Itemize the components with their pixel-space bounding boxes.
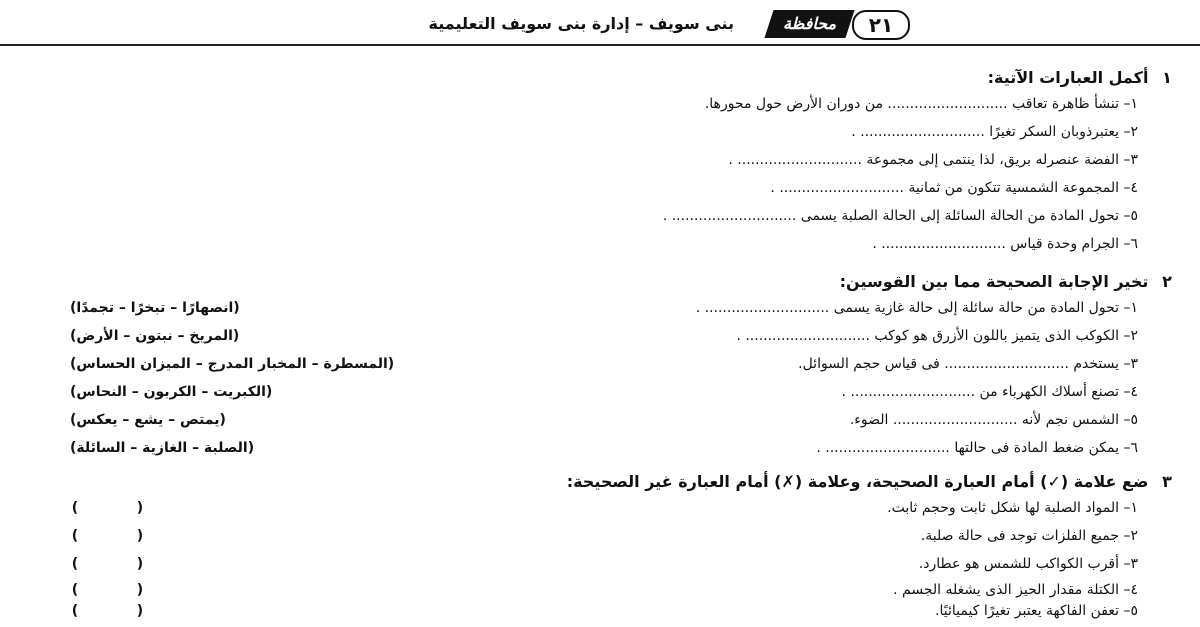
header-divider xyxy=(0,44,1200,46)
section-number: ١ xyxy=(1162,68,1172,87)
list-item: ٣– الفضة عنصرله بريق، لذا ينتمى إلى مجموعة ............................ . xyxy=(728,152,1138,168)
list-item: ٤– تصنع أسلاك الكهرباء من ............................ . (الكبريت – الكربون – النحاس) xyxy=(70,384,1138,400)
list-item: ٣– يستخدم ............................ فى قياس حجم السوائل. (المسطرة – المخبار المدرج – الميزان الحساس) xyxy=(70,356,1138,372)
answer-paren-close: ) xyxy=(71,603,79,619)
answer-paren-open: ( xyxy=(136,603,144,619)
answer-options: (انصهارًا – تبخرًا – تجمدًا) xyxy=(70,300,240,316)
section-number: ٢ xyxy=(1162,272,1172,291)
governorate-label: محافظة xyxy=(764,10,854,38)
answer-paren-close: ) xyxy=(71,500,79,516)
answer-paren-open: ( xyxy=(136,528,144,544)
list-item: ٥– تحول المادة من الحالة السائلة إلى الحالة الصلبة يسمى ............................ . xyxy=(662,208,1138,224)
section-3-heading xyxy=(567,472,1180,491)
list-item: ٣– أقرب الكواكب للشمس هو عطارد. ( ) xyxy=(0,556,1200,582)
district-label: بنى سويف – إدارة بنى سويف التعليمية xyxy=(428,14,734,33)
list-item: ٦– يمكن ضغط المادة فى حالتها ............................ . (الصلبة – الغازية – السائلة) xyxy=(70,440,1138,456)
answer-options: (المريخ – نبتون – الأرض) xyxy=(70,328,240,344)
list-item: ٢– جميع الفلزات توجد فى حالة صلبة. ( ) xyxy=(0,528,1200,554)
list-item: ٦– الجرام وحدة قياس ............................ . xyxy=(872,236,1138,252)
list-item: ٤– المجموعة الشمسية تتكون من ثمانية ............................ . xyxy=(770,180,1138,196)
answer-options: (يمتص – يشع – يعكس) xyxy=(70,412,226,428)
answer-paren-open: ( xyxy=(136,556,144,572)
answer-options: (الكبريت – الكربون – النحاس) xyxy=(70,384,273,400)
list-item: ١– تحول المادة من حالة سائلة إلى حالة غازية يسمى ............................ . (انصهارًا – تبخرًا – تجمدًا) xyxy=(70,300,1138,316)
list-item: ١– المواد الصلبة لها شكل ثابت وحجم ثابت. ( ) xyxy=(0,500,1200,526)
answer-paren-close: ) xyxy=(71,582,79,598)
section-2-heading xyxy=(840,272,1180,291)
section-title: ضع علامة (✓) أمام العبارة الصحيحة، وعلامة (✗) أمام العبارة غير الصحيحة: xyxy=(566,472,1149,491)
list-item: ٢– الكوكب الذى يتميز باللون الأزرق هو كوكب ............................ . (المريخ – نبتون – الأرض) xyxy=(70,328,1138,344)
list-item: ٥– تعفن الفاكهة يعتبر تغيرًا كيميائيًا. ( ) xyxy=(0,603,1200,625)
answer-options: (المسطرة – المخبار المدرج – الميزان الحساس) xyxy=(70,356,395,372)
answer-paren-open: ( xyxy=(136,582,144,598)
section-1-heading xyxy=(988,68,1180,87)
answer-paren-close: ) xyxy=(71,556,79,572)
list-item: ٢– يعتبرذوبان السكر تغيرًا ............................ . xyxy=(851,124,1138,140)
answer-paren-close: ) xyxy=(71,528,79,544)
answer-paren-open: ( xyxy=(136,500,144,516)
list-item: ٥– الشمس نجم لأنه ............................ الضوء. (يمتص – يشع – يعكس) xyxy=(70,412,1138,428)
answer-options: (الصلبة – الغازية – السائلة) xyxy=(70,440,255,456)
page-header xyxy=(330,6,910,40)
section-title: أكمل العبارات الآتية: xyxy=(987,68,1149,87)
section-title: تخير الإجابة الصحيحة مما بين القوسين: xyxy=(839,272,1149,291)
section-number: ٣ xyxy=(1162,472,1172,491)
list-item: ٤– الكتلة مقدار الحيز الذى يشغله الجسم . ( ) xyxy=(0,582,1200,608)
list-item: ١– تنشأ ظاهرة تعاقب ........................... من دوران الأرض حول محورها. xyxy=(704,96,1138,112)
exam-number: ٢١ xyxy=(852,10,910,40)
